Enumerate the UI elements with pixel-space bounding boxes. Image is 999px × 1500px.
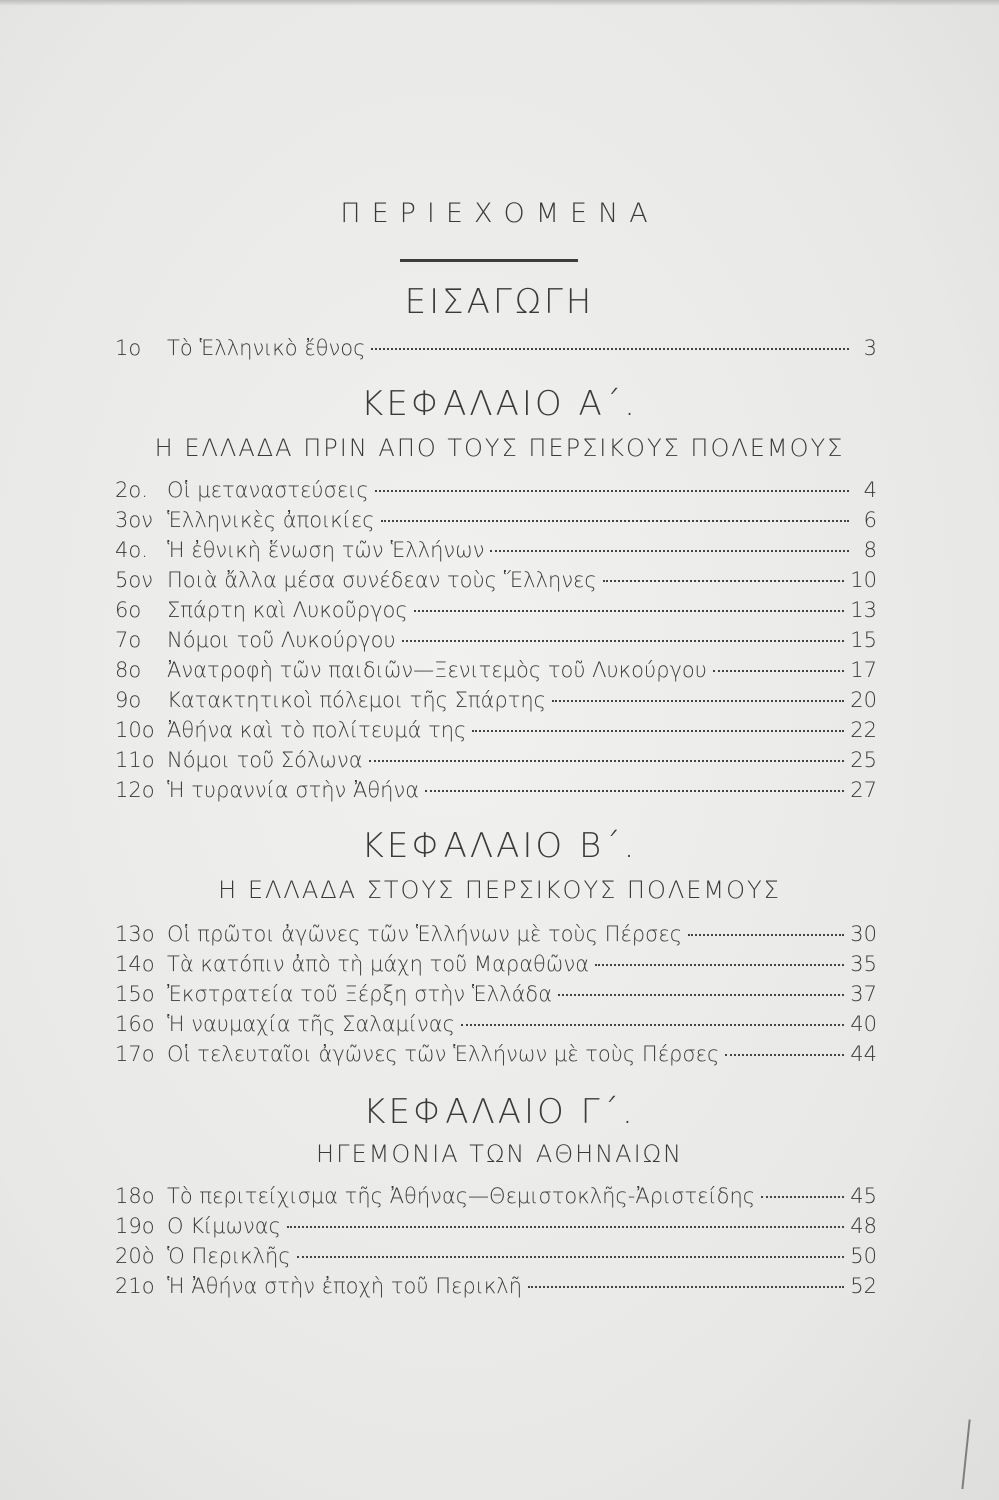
scan-edge-shadow xyxy=(0,0,999,6)
toc-entry[interactable] xyxy=(115,1244,877,1272)
toc-entry-number: 10ο xyxy=(115,718,155,742)
toc-entry[interactable] xyxy=(115,538,877,566)
dot-leader xyxy=(414,610,845,612)
toc-entry-page: 10 xyxy=(850,568,877,592)
toc-entry[interactable] xyxy=(115,336,877,364)
dot-leader xyxy=(595,964,844,966)
toc-entry-title: Ἑλληνικὲς ἀποικίες xyxy=(167,508,375,532)
toc-entry-title: Ἀνατροφὴ τῶν παιδιῶν—Ξενιτεμὸς τοῦ Λυκούργου xyxy=(167,658,707,682)
toc-entry[interactable] xyxy=(115,778,877,806)
toc-entry[interactable] xyxy=(115,982,877,1010)
toc-entry[interactable] xyxy=(115,1274,877,1302)
toc-entry-title: Νόμοι τοῦ Λυκούργου xyxy=(167,628,396,652)
chapter-b-title: ΚΕΦΑΛΑΙΟ Β΄. xyxy=(361,826,638,866)
toc-entry-page: 35 xyxy=(850,952,877,976)
dot-leader xyxy=(402,640,845,642)
toc-entry-title: Ἡ ἐθνικὴ ἕνωση τῶν Ἑλλήνων xyxy=(167,538,485,562)
toc-entry[interactable] xyxy=(115,922,877,950)
dot-leader xyxy=(287,1226,844,1228)
dot-leader xyxy=(725,1054,844,1056)
chapter-c-title: ΚΕΦΑΛΑΙΟ Γ΄. xyxy=(363,1092,636,1132)
toc-entry[interactable] xyxy=(115,1012,877,1040)
toc-entry-page: 50 xyxy=(850,1244,877,1268)
toc-entry-page: 15 xyxy=(850,628,877,652)
dot-leader xyxy=(603,580,845,582)
dot-leader xyxy=(371,348,849,350)
toc-entry-number: 16ο xyxy=(115,1012,155,1036)
toc-entry-title: Ἐκστρατεία τοῦ Ξέρξη στὴν Ἑλλάδα xyxy=(167,982,553,1006)
toc-entry-page: 44 xyxy=(850,1042,877,1066)
toc-entry-number: 15ο xyxy=(115,982,155,1006)
toc-entry[interactable] xyxy=(115,568,877,596)
chapter-c-subtitle: ΗΓΕΜΟΝΙΑ ΤΩΝ ΑΘΗΝΑΙΩΝ xyxy=(316,1140,683,1168)
toc-entry-number: 21ο xyxy=(115,1274,155,1298)
toc-entry-number: 2ο. xyxy=(115,478,148,502)
toc-entry-number: 4ο. xyxy=(115,538,148,562)
toc-entry[interactable] xyxy=(115,1214,877,1242)
toc-entry-page: 17 xyxy=(850,658,877,682)
toc-entry-title: Νόμοι τοῦ Σόλωνα xyxy=(167,748,363,772)
dot-leader xyxy=(375,490,849,492)
toc-entry[interactable] xyxy=(115,1184,877,1212)
toc-entry-number: 3ον xyxy=(115,508,153,532)
toc-entry-page: 45 xyxy=(850,1184,877,1208)
page-title: ΠΕΡΙΕΧΟΜΕΝΑ xyxy=(340,198,659,229)
chapter-a-title: ΚΕΦΑΛΑΙΟ Α΄. xyxy=(361,384,638,424)
toc-entry-number: 18ο xyxy=(115,1184,155,1208)
toc-entry-page: 8 xyxy=(863,538,877,562)
toc-entry-title: Σπάρτη καὶ Λυκοῦργος xyxy=(167,598,408,622)
toc-entry-number: 5ον xyxy=(115,568,153,592)
toc-entry-title: Οἱ μεταναστεύσεις xyxy=(167,478,369,502)
dot-leader xyxy=(713,670,844,672)
toc-entry-page: 48 xyxy=(850,1214,877,1238)
toc-entry-number: 7ο xyxy=(115,628,142,652)
toc-entry-page: 52 xyxy=(850,1274,877,1298)
dot-leader xyxy=(461,1024,844,1026)
toc-entry-title: Οἱ πρῶτοι ἀγῶνες τῶν Ἑλλήνων μὲ τοὺς Πέρσες xyxy=(167,922,683,946)
dot-leader xyxy=(297,1256,845,1258)
toc-entry[interactable] xyxy=(115,952,877,980)
toc-entry-page: 30 xyxy=(850,922,877,946)
toc-entry-number: 20ὸ xyxy=(115,1244,155,1268)
toc-entry-number: 11ο xyxy=(115,748,155,772)
toc-entry[interactable] xyxy=(115,628,877,656)
toc-entry-page: 22 xyxy=(850,718,877,742)
chapter-a-subtitle: Η ΕΛΛΑΔΑ ΠΡΙΝ ΑΠΟ ΤΟΥΣ ΠΕΡΣΙΚΟΥΣ ΠΟΛΕΜΟΥΣ xyxy=(154,434,845,462)
toc-entry-page: 4 xyxy=(863,478,877,502)
toc-entry[interactable] xyxy=(115,478,877,506)
toc-entry-title: Τὸ περιτείχισμα τῆς Ἀθήνας—Θεμιστοκλῆς-Ἀριστείδης xyxy=(167,1184,756,1208)
toc-entry-page: 3 xyxy=(863,336,877,360)
toc-entry-title: Κατακτητικοὶ πόλεμοι τῆς Σπάρτης xyxy=(167,688,546,712)
toc-entry-number: 8ο xyxy=(115,658,142,682)
toc-entry-number: 6ο xyxy=(115,598,142,622)
toc-entry-number: 14ο xyxy=(115,952,155,976)
toc-entry-title: Ἡ Ἀθήνα στὴν ἐποχὴ τοῦ Περικλῆ xyxy=(167,1274,523,1298)
toc-entry-page: 6 xyxy=(863,508,877,532)
dot-leader xyxy=(381,520,849,522)
toc-entry-number: 12ο xyxy=(115,778,155,802)
toc-entry-page: 40 xyxy=(850,1012,877,1036)
toc-entry-number: 17ο xyxy=(115,1042,155,1066)
toc-entry-title: Τὰ κατόπιν ἀπὸ τὴ μάχη τοῦ Μαραθῶνα xyxy=(167,952,590,976)
intro-title: ΕΙΣΑΓΩΓΗ xyxy=(404,282,595,322)
dot-leader xyxy=(552,700,844,702)
toc-entry-title: Τὸ Ἑλληνικὸ ἔθνος xyxy=(167,336,366,360)
dot-leader xyxy=(472,730,844,732)
toc-entry[interactable] xyxy=(115,508,877,536)
dot-leader xyxy=(558,994,844,996)
toc-entry-page: 27 xyxy=(850,778,877,802)
toc-entry-number: 9ο xyxy=(115,688,142,712)
toc-entry-page: 37 xyxy=(850,982,877,1006)
toc-entry-title: Οἱ τελευταῖοι ἀγῶνες τῶν Ἑλλήνων μὲ τοὺς Πέρσες xyxy=(167,1042,720,1066)
toc-entry[interactable] xyxy=(115,748,877,776)
page-edge-mark xyxy=(961,1419,984,1490)
toc-entry-page: 20 xyxy=(850,688,877,712)
chapter-b-subtitle: Η ΕΛΛΑΔΑ ΣΤΟΥΣ ΠΕΡΣΙΚΟΥΣ ΠΟΛΕΜΟΥΣ xyxy=(218,876,781,904)
title-divider xyxy=(400,259,578,262)
toc-entry-title: Ἡ τυραννία στὴν Ἀθήνα xyxy=(167,778,420,802)
dot-leader xyxy=(369,760,845,762)
toc-entry-title: Ἀθήνα καὶ τὸ πολίτευμά της xyxy=(167,718,467,742)
toc-entry-number: 13ο xyxy=(115,922,155,946)
toc-entry-number: 19ο xyxy=(115,1214,155,1238)
toc-entry-title: Ο Κίμωνας xyxy=(167,1214,281,1238)
toc-entry-number: 1ο xyxy=(115,336,142,360)
dot-leader xyxy=(528,1286,844,1288)
toc-entry-page: 25 xyxy=(850,748,877,772)
dot-leader xyxy=(761,1196,844,1198)
toc-entry[interactable] xyxy=(115,688,877,716)
toc-entry-title: Ἡ ναυμαχία τῆς Σαλαμίνας xyxy=(167,1012,455,1036)
toc-entry[interactable] xyxy=(115,658,877,686)
toc-entry-title: Ποιὰ ἄλλα μέσα συνέδεαν τοὺς Ἕλληνες xyxy=(167,568,597,592)
dot-leader xyxy=(490,550,849,552)
dot-leader xyxy=(688,934,844,936)
toc-entry[interactable] xyxy=(115,598,877,626)
toc-entry[interactable] xyxy=(115,1042,877,1070)
toc-entry-title: Ὁ Περικλῆς xyxy=(167,1244,291,1268)
dot-leader xyxy=(425,790,844,792)
toc-entry[interactable] xyxy=(115,718,877,746)
toc-entry-page: 13 xyxy=(850,598,877,622)
